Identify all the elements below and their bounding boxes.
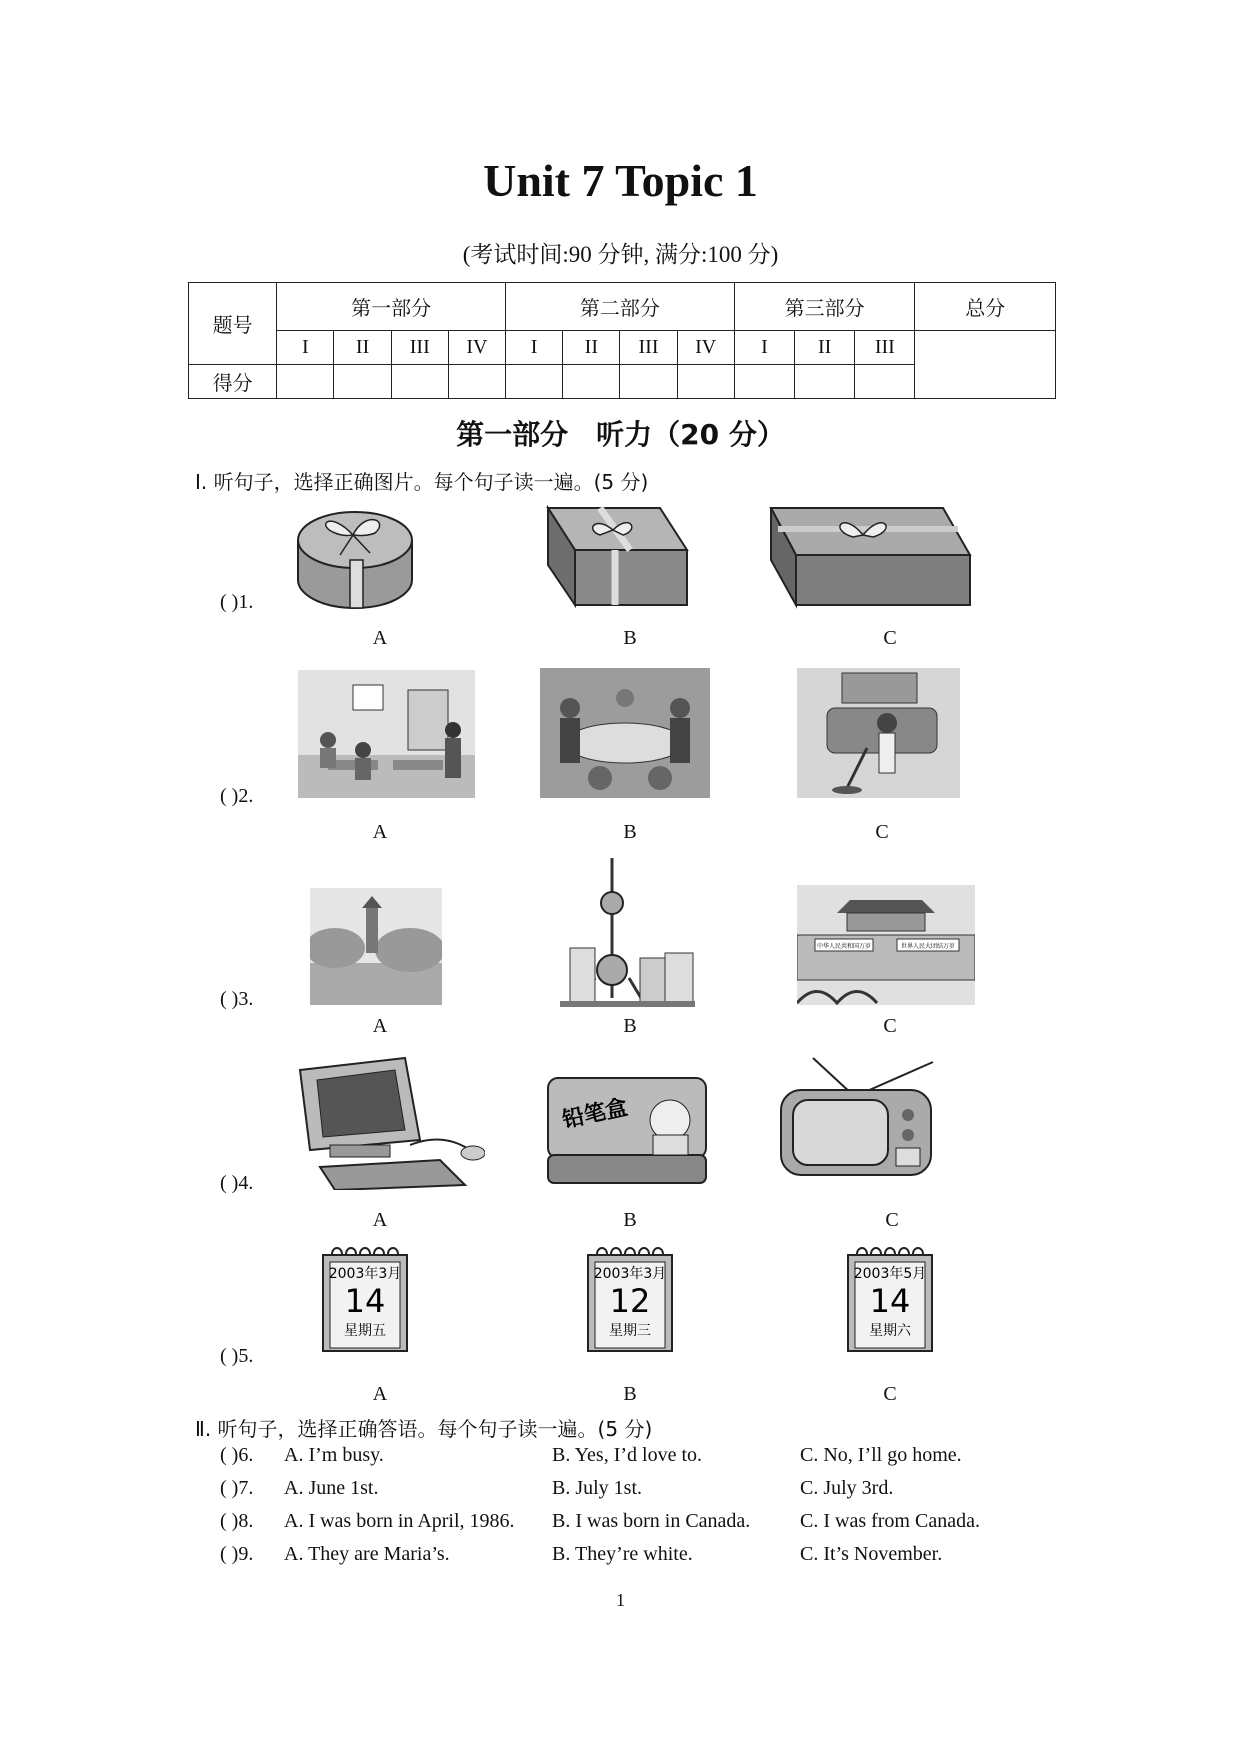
answer-option: A. They are Maria’s. [284, 1543, 450, 1565]
question-7-number: ( )7. [220, 1477, 254, 1499]
calendar-month: 2003年3月 [593, 1266, 667, 1282]
answer-option: B. They’re white. [552, 1543, 693, 1565]
score-cell[interactable] [734, 365, 794, 399]
score-cell[interactable] [391, 365, 448, 399]
option-label: C [885, 1209, 899, 1231]
part3-header: 第三部分 [734, 283, 915, 331]
option-label: B [623, 1209, 637, 1231]
round-gift-box-icon [295, 505, 415, 610]
question-3-number: ( )3. [220, 988, 254, 1010]
answer-option: B. Yes, I’d love to. [552, 1444, 703, 1466]
option-label: A [372, 821, 388, 843]
col-header: I [277, 331, 334, 365]
option-label: A [372, 627, 388, 649]
banner-left-text: 中华人民共和国万岁 [816, 943, 872, 950]
pagoda-landscape-image [310, 888, 442, 1005]
option-label: A [372, 1209, 388, 1231]
classroom-scene-image [298, 670, 475, 798]
col-header: II [795, 331, 855, 365]
large-gift-box-icon [768, 505, 973, 610]
col-header: III [620, 331, 677, 365]
col-header: IV [677, 331, 734, 365]
answer-option: B. July 1st. [552, 1477, 643, 1499]
pencil-box-icon [545, 1075, 710, 1187]
calendar-month: 2003年5月 [853, 1266, 927, 1282]
answer-option: A. June 1st. [284, 1477, 379, 1499]
exam-info: (考试时间:90 分钟, 满分:100 分) [462, 242, 779, 267]
option-label: C [875, 821, 889, 843]
score-cell[interactable] [855, 365, 915, 399]
part2-instruction: Ⅱ. 听句子，选择正确答语。每个句子读一遍。(5 分) [195, 1417, 653, 1441]
part1-instruction: Ⅰ. 听句子，选择正确图片。每个句子读一遍。(5 分) [195, 470, 649, 494]
flat-gift-box-icon [545, 505, 690, 610]
tv-tower-image [560, 858, 695, 1008]
calendar-icon [845, 1240, 935, 1355]
answer-option: C. It’s November. [800, 1543, 943, 1565]
answer-option: C. I was from Canada. [800, 1510, 980, 1532]
question-1-number: ( )1. [220, 591, 254, 613]
score-cell[interactable] [563, 365, 620, 399]
total-score-cell[interactable] [915, 331, 1056, 399]
calendar-weekday: 星期五 [344, 1323, 386, 1339]
calendar-weekday: 星期六 [869, 1323, 911, 1339]
option-label: C [883, 627, 897, 649]
question-8-number: ( )8. [220, 1510, 254, 1532]
question-5-number: ( )5. [220, 1345, 254, 1367]
tiananmen-image [797, 885, 975, 1005]
computer-icon [295, 1055, 485, 1190]
answer-option: B. I was born in Canada. [552, 1510, 751, 1532]
score-cell[interactable] [506, 365, 563, 399]
score-label: 得分 [189, 365, 277, 399]
col-header: II [563, 331, 620, 365]
pencil-box-label: 铅笔盒 [560, 1095, 630, 1134]
calendar-day: 14 [344, 1282, 386, 1320]
calendar-icon [585, 1240, 675, 1355]
option-label: B [623, 627, 637, 649]
answer-option: A. I’m busy. [284, 1444, 384, 1466]
section1-heading: 第一部分 听力（20 分） [456, 418, 785, 451]
option-label: B [623, 1383, 637, 1405]
calendar-day: 12 [609, 1282, 651, 1320]
total-header: 总分 [915, 283, 1056, 331]
question-6-number: ( )6. [220, 1444, 254, 1466]
score-cell[interactable] [277, 365, 334, 399]
calendar-day: 14 [869, 1282, 911, 1320]
option-label: B [623, 1015, 637, 1037]
col-header: IV [448, 331, 505, 365]
question-4-number: ( )4. [220, 1172, 254, 1194]
col-header: III [855, 331, 915, 365]
score-cell[interactable] [795, 365, 855, 399]
option-label: C [883, 1015, 897, 1037]
calendar-month: 2003年3月 [328, 1266, 402, 1282]
question-9-number: ( )9. [220, 1543, 254, 1565]
calendar-weekday: 星期三 [609, 1323, 651, 1339]
score-table [188, 282, 1056, 399]
question-2-number: ( )2. [220, 785, 254, 807]
col-header: III [391, 331, 448, 365]
score-cell[interactable] [334, 365, 391, 399]
part2-header: 第二部分 [506, 283, 735, 331]
score-cell[interactable] [448, 365, 505, 399]
banner-right-text: 世界人民大团结万岁 [900, 943, 956, 950]
option-label: C [883, 1383, 897, 1405]
answer-option: C. July 3rd. [800, 1477, 894, 1499]
tv-set-icon [778, 1050, 938, 1185]
party-scene-image [540, 668, 710, 798]
page-title: Unit 7 Topic 1 [483, 155, 758, 206]
calendar-icon [320, 1240, 410, 1355]
question-number-label: 题号 [189, 283, 277, 365]
col-header: II [334, 331, 391, 365]
score-cell[interactable] [620, 365, 677, 399]
page-number: 1 [616, 1590, 625, 1610]
score-cell[interactable] [677, 365, 734, 399]
option-label: A [372, 1015, 388, 1037]
option-label: B [623, 821, 637, 843]
part1-header: 第一部分 [277, 283, 506, 331]
cleaning-scene-image [797, 668, 960, 798]
answer-option: A. I was born in April, 1986. [284, 1510, 515, 1532]
option-label: A [372, 1383, 388, 1405]
answer-option: C. No, I’ll go home. [800, 1444, 962, 1466]
col-header: I [506, 331, 563, 365]
col-header: I [734, 331, 794, 365]
